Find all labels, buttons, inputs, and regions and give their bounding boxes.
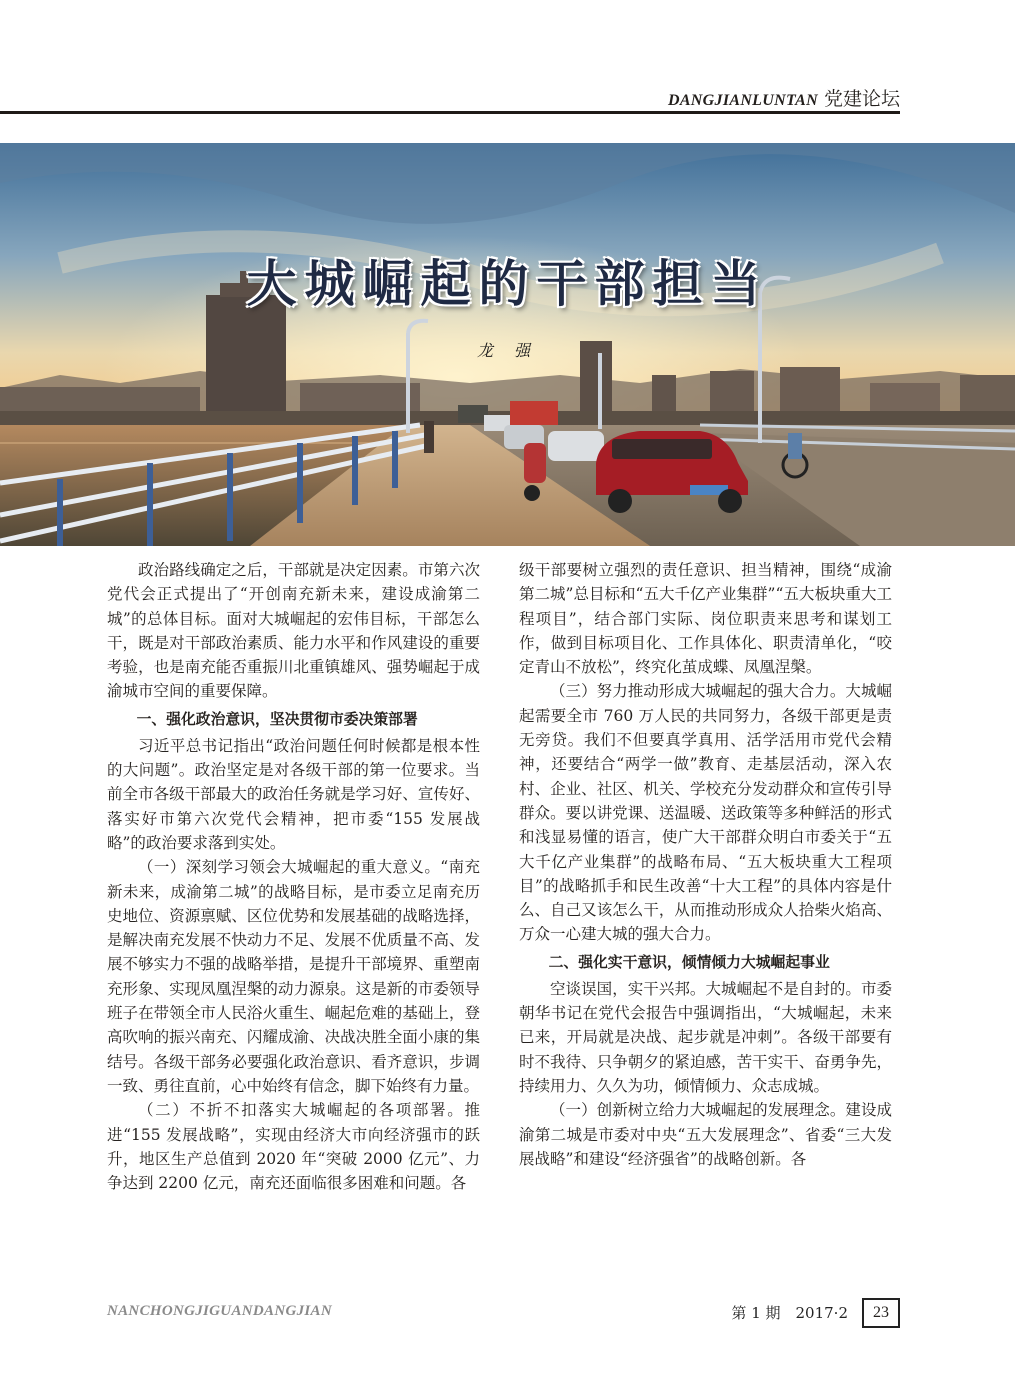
paragraph: （一）创新树立给力大城崛起的发展理念。建设成渝第二城是市委对中央“五大发展理念”、省委“三大发展战略”和建设“经济强省”的战略创新。各 — [519, 1101, 892, 1168]
header-rule — [0, 111, 900, 114]
hero-photo — [0, 143, 1015, 546]
brand-cjk: 党建论坛 — [823, 88, 900, 110]
paragraph: 空谈误国，实干兴邦。大城崛起不是自封的。市委朝华书记在党代会报告中强调指出，“大城崛起，未来已来，开局就是决战、起步就是冲刺”。各级干部要有时不我待、只争朝夕的紧迫感，苦干实干、奋勇争先，持续用力、久久为功，倾情倾力、众志成城。 — [519, 979, 892, 1095]
paragraph: （二）不折不扣落实大城崛起的各项部署。推进“155 发展战略”，实现由经济大市向经济强市的跃升，地区生产总值到 2020 年“突破 2000 亿元”、力争达到 2200 亿元，南充还面临很多困难和问题。各 — [107, 1101, 480, 1193]
page-header — [0, 78, 900, 116]
right-column — [519, 558, 892, 1171]
paragraph: （三）努力推动形成大城崛起的强大合力。大城崛起需要全市 760 万人民的共同努力，各级干部更是责无旁贷。我们不但要真学真用、活学活用市党代会精神，还要结合“两学一做”教育、走基层活动，深入农村、企业、社区、机关、学校充分发动群众和宣传引导群众。要以讲党课、送温暖、送政策等多种鲜活的形式和浅显易懂的语言，使广大干部群众明白市委关于“五大千亿产业集群”的战略布局、“五大板块重大工程项目”的战略抓手和民生改善“十大工程”的具体内容是什么、自己又该怎么干，从而推动形成众人拾柴火焰高、万众一心建大城的强大合力。 — [519, 682, 892, 944]
paragraph-continued: 级干部要树立强烈的责任意识、担当精神，围绕“成渝第二城”总目标和“五大千亿产业集群”“五大板块重大工程项目”，结合部门实际、岗位职责来思考和谋划工作，做到目标项目化、工作具体化、职责清单化，“咬定青山不放松”，终究化茧成蝶、凤凰涅槃。 — [519, 561, 892, 677]
section-heading: 二、强化实干意识，倾情倾力大城崛起事业 — [548, 953, 830, 971]
page-number: 23 — [862, 1298, 900, 1328]
column-brand — [668, 84, 900, 111]
issue-label: 第 1 期 2017·2 — [731, 1304, 848, 1322]
article-title: 大城崛起的干部担当 — [246, 255, 769, 313]
page-footer — [107, 1298, 900, 1328]
section-heading: 一、强化政治意识，坚决贯彻市委决策部署 — [136, 710, 418, 728]
paragraph: 政治路线确定之后，干部就是决定因素。市第六次党代会正式提出了“开创南充新未来，建设成渝第二城”的总体目标。面对大城崛起的宏伟目标，干部怎么干，既是对干部政治素质、能力水平和作风建设的重要考验，也是南充能否重振川北重镇雄风、强势崛起于成渝城市空间的重要保障。 — [107, 561, 480, 701]
paragraph: 习近平总书记指出“政治问题任何时候都是根本性的大问题”。政治坚定是对各级干部的第一位要求。当前全市各级干部最大的政治任务就是学习好、宣传好、落实好市第六次党代会精神，把市委“155 发展战略”的政治要求落到实处。 — [107, 736, 480, 852]
article-author: 龙 强 — [476, 341, 539, 360]
paragraph: （一）深刻学习领会大城崛起的重大意义。“南充新未来，成渝第二城”的战略目标，是市委立足南充历史地位、资源禀赋、区位优势和发展基础的战略选择，是解决南充发展不快动力不足、发展不优质量不高、发展不够实力不强的战略举措，是提升干部境界、重塑南充形象、实现凤凰涅槃的动力源泉。这是新的市委领导班子在带领全市人民浴火重生、崛起危难的基础上，登高吹响的振兴南充、闪耀成渝、决战决胜全面小康的集结号。各级干部务必要强化政治意识、看齐意识，步调一致、勇往直前，心中始终有信念，脚下始终有力量。 — [107, 858, 480, 1095]
left-column — [107, 558, 480, 1195]
brand-latin: DANGJIANLUNTAN — [667, 92, 818, 109]
journal-name: NANCHONGJIGUANDANGJIAN — [107, 1303, 332, 1319]
